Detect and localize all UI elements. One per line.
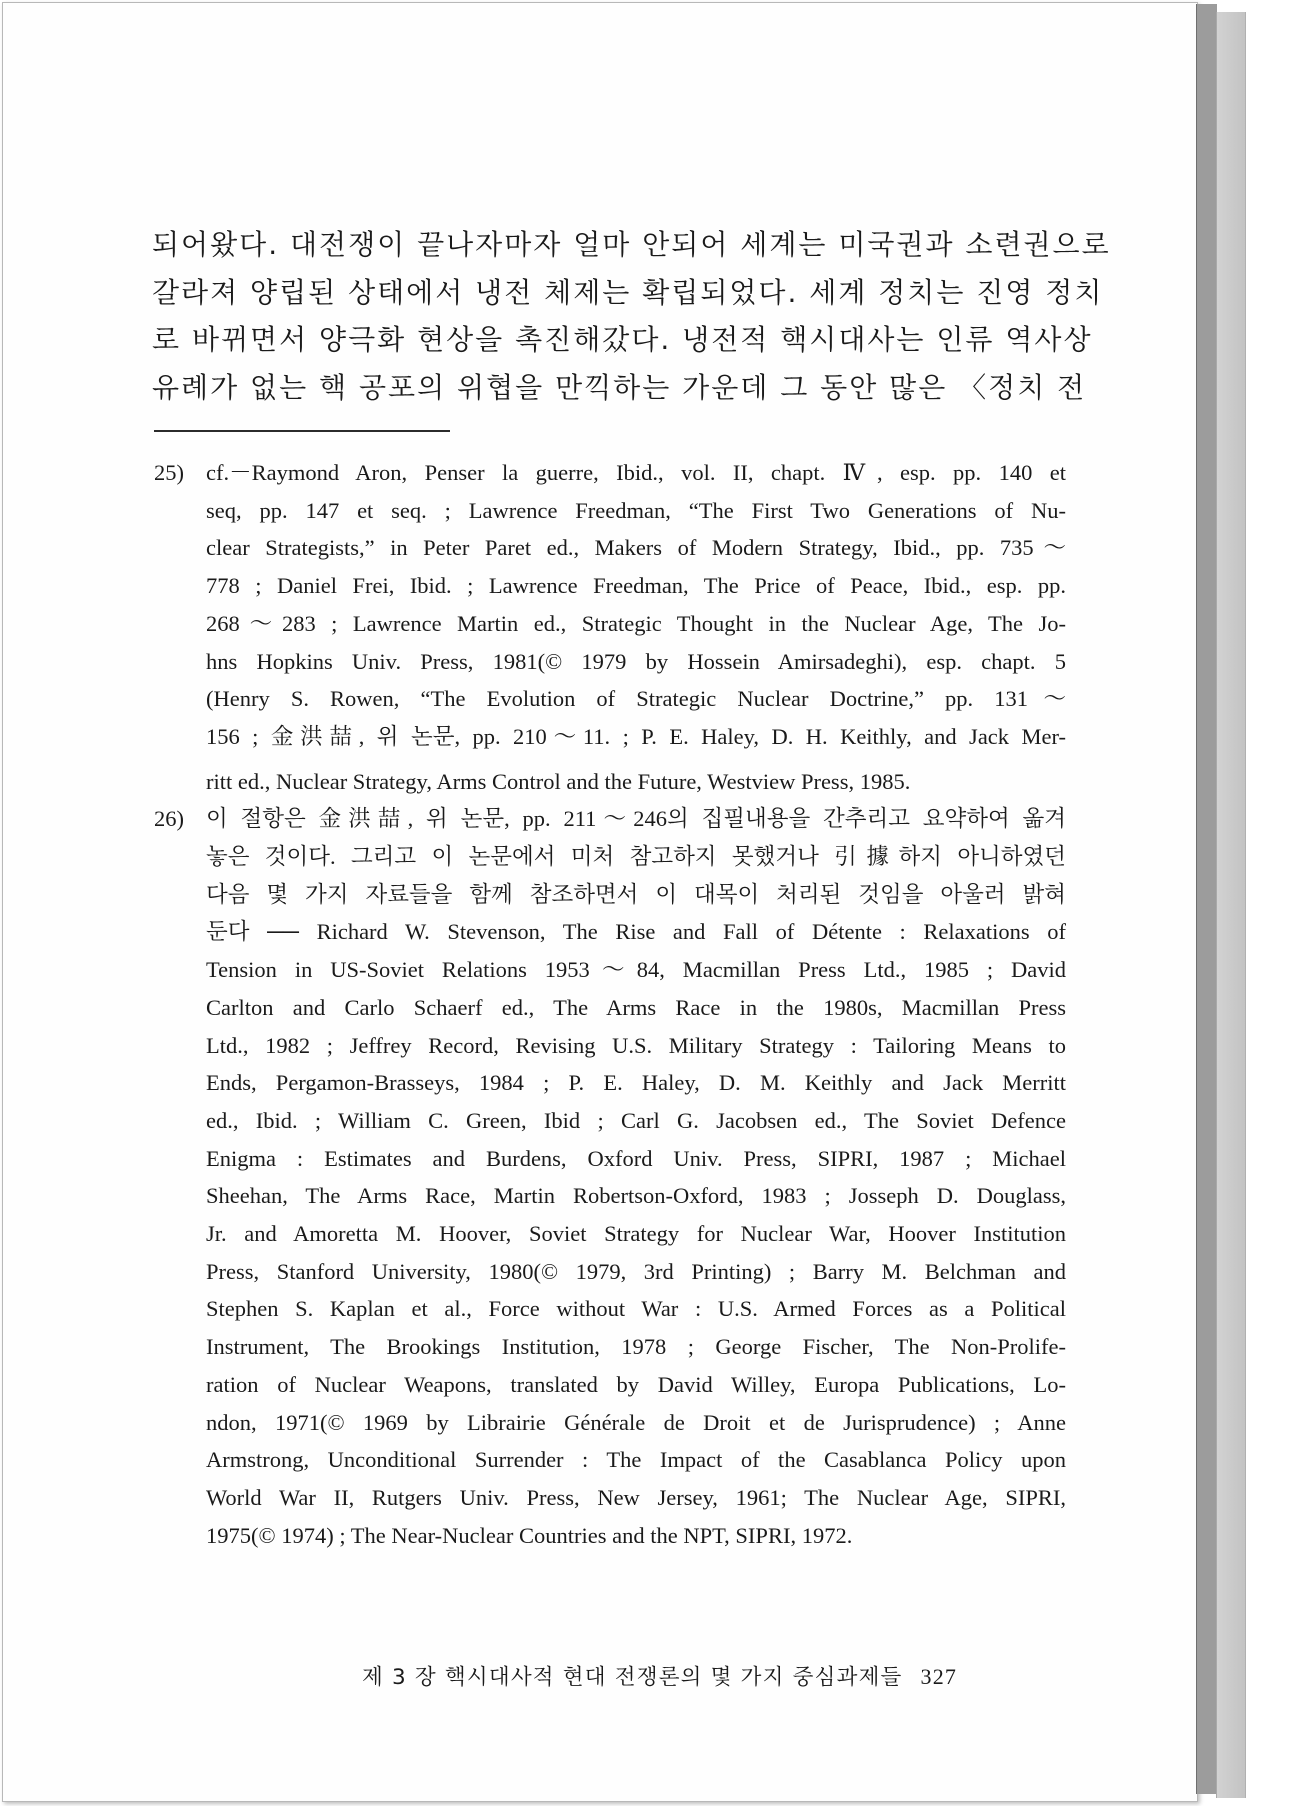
body-line: 갈라져 양립된 상태에서 냉전 체제는 확립되었다. 세계 정치는 진영 정치 bbox=[152, 275, 1104, 309]
footnote-line: Armstrong, Unconditional Surrender : The Impact of the Casablanca Policy upon bbox=[206, 1447, 1066, 1473]
footnote-line: 둔다 ── Richard W. Stevenson, The Rise and Fall of Détente : Relaxations of bbox=[206, 919, 1066, 945]
page-stack-edge bbox=[1196, 4, 1217, 1794]
footnote-line: Enigma : Estimates and Burdens, Oxford Univ. Press, SIPRI, 1987 ; Michael bbox=[206, 1145, 1066, 1171]
footnote-line: World War II, Rutgers Univ. Press, New Jersey, 1961; The Nuclear Age, SIPRI, bbox=[206, 1484, 1066, 1510]
footnote-separator bbox=[154, 430, 450, 432]
footnote-text bbox=[206, 454, 1066, 800]
body-line: 유례가 없는 핵 공포의 위협을 만끽하는 가운데 그 동안 많은 〈정치 전 bbox=[152, 370, 1087, 404]
footnote-line: 이 절항은 金洪喆, 위 논문, pp. 211～246의 집필내용을 간추리고 요약하여 옮겨 bbox=[206, 806, 1066, 832]
body-line: 되어왔다. 대전쟁이 끝나자마자 얼마 안되어 세계는 미국권과 소련권으로 bbox=[152, 228, 1111, 261]
footnote-line: ed., Ibid. ; William C. Green, Ibid ; Carl G. Jacobsen ed., The Soviet Defence bbox=[206, 1107, 1066, 1133]
footnote-line: (Henry S. Rowen, “The Evolution of Strategic Nuclear Doctrine,” pp. 131～ bbox=[206, 686, 1066, 712]
footnote-line: Sheehan, The Arms Race, Martin Robertson-Oxford, 1983 ; Josseph D. Douglass, bbox=[206, 1183, 1066, 1209]
footnote-text bbox=[206, 800, 1066, 1554]
footnote-line: ndon, 1971(© 1969 by Librairie Générale de Droit et de Jurisprudence) ; Anne bbox=[206, 1409, 1066, 1435]
footnote-line: 다음 몇 가지 자료들을 함께 참조하면서 이 대목이 처리된 것임을 아울러 밝혀 bbox=[206, 881, 1066, 907]
footnote-line: 1975(© 1974) ; The Near-Nuclear Countries and the NPT, SIPRI, 1972. bbox=[206, 1522, 853, 1548]
footnote-line: Tension in US-Soviet Relations 1953～84, Macmillan Press Ltd., 1985 ; David bbox=[206, 957, 1066, 983]
page-number: 327 bbox=[920, 1664, 958, 1689]
footnote-number: 26) bbox=[154, 806, 184, 832]
page-footer bbox=[362, 1660, 1042, 1691]
footnote-line: ration of Nuclear Weapons, translated by David Willey, Europa Publications, Lo- bbox=[206, 1371, 1066, 1397]
body-paragraph bbox=[152, 221, 1111, 411]
footnote-line: Press, Stanford University, 1980(© 1979, 3rd Printing) ; Barry M. Belchman and bbox=[206, 1258, 1066, 1284]
footnote-number: 25) bbox=[154, 460, 184, 485]
footnote-line: 놓은 것이다. 그리고 이 논문에서 미처 참고하지 못했거나 引據하지 아니하였던 bbox=[206, 844, 1066, 870]
footnote-line: Carlton and Carlo Schaerf ed., The Arms Race in the 1980s, Macmillan Press bbox=[206, 994, 1066, 1020]
footnote-line: seq, pp. 147 et seq. ; Lawrence Freedman, “The First Two Generations of Nu- bbox=[206, 497, 1066, 523]
footnote-line: Jr. and Amoretta M. Hoover, Soviet Strategy for Nuclear War, Hoover Institution bbox=[206, 1221, 1066, 1247]
footnote-line: Stephen S. Kaplan et al., Force without War : U.S. Armed Forces as a Political bbox=[206, 1296, 1066, 1322]
footnote-line: cf.－Raymond Aron, Penser la guerre, Ibid., vol. II, chapt. Ⅳ, esp. pp. 140 et bbox=[206, 460, 1066, 485]
running-head: 제 3 장 핵시대사적 현대 전쟁론의 몇 가지 중심과제들 bbox=[362, 1665, 903, 1690]
footnote-line: 778 ; Daniel Frei, Ibid. ; Lawrence Freedman, The Price of Peace, Ibid., esp. pp. bbox=[206, 573, 1066, 599]
footnote-line: ritt ed., Nuclear Strategy, Arms Control and the Future, Westview Press, 1985. bbox=[206, 768, 911, 794]
footnote-26 bbox=[154, 800, 1066, 1554]
footnote-line: Ltd., 1982 ; Jeffrey Record, Revising U.S. Military Strategy : Tailoring Means to bbox=[206, 1032, 1066, 1058]
footnote-line: Ends, Pergamon-Brasseys, 1984 ; P. E. Haley, D. M. Keithly and Jack Merritt bbox=[206, 1070, 1066, 1096]
footnote-line: 268～283 ; Lawrence Martin ed., Strategic Thought in the Nuclear Age, The Jo- bbox=[206, 610, 1066, 636]
footnote-line: clear Strategists,” in Peter Paret ed., Makers of Modern Strategy, Ibid., pp. 735～ bbox=[206, 535, 1066, 561]
book-cover-edge bbox=[1216, 12, 1246, 1798]
footnote-line: hns Hopkins Univ. Press, 1981(© 1979 by Hossein Amirsadeghi), esp. chapt. 5 bbox=[206, 648, 1066, 674]
footnote-line: Instrument, The Brookings Institution, 1978 ; George Fischer, The Non-Prolife- bbox=[206, 1334, 1066, 1360]
body-line: 로 바뀌면서 양극화 현상을 촉진해갔다. 냉전적 핵시대사는 인류 역사상 bbox=[152, 323, 1093, 356]
footnotes bbox=[154, 454, 1066, 1554]
footnote-line: 156 ; 金洪喆, 위 논문, pp. 210～11. ; P. E. Haley, D. H. Keithly, and Jack Mer- bbox=[206, 723, 1066, 749]
footnote-25 bbox=[154, 454, 1066, 800]
